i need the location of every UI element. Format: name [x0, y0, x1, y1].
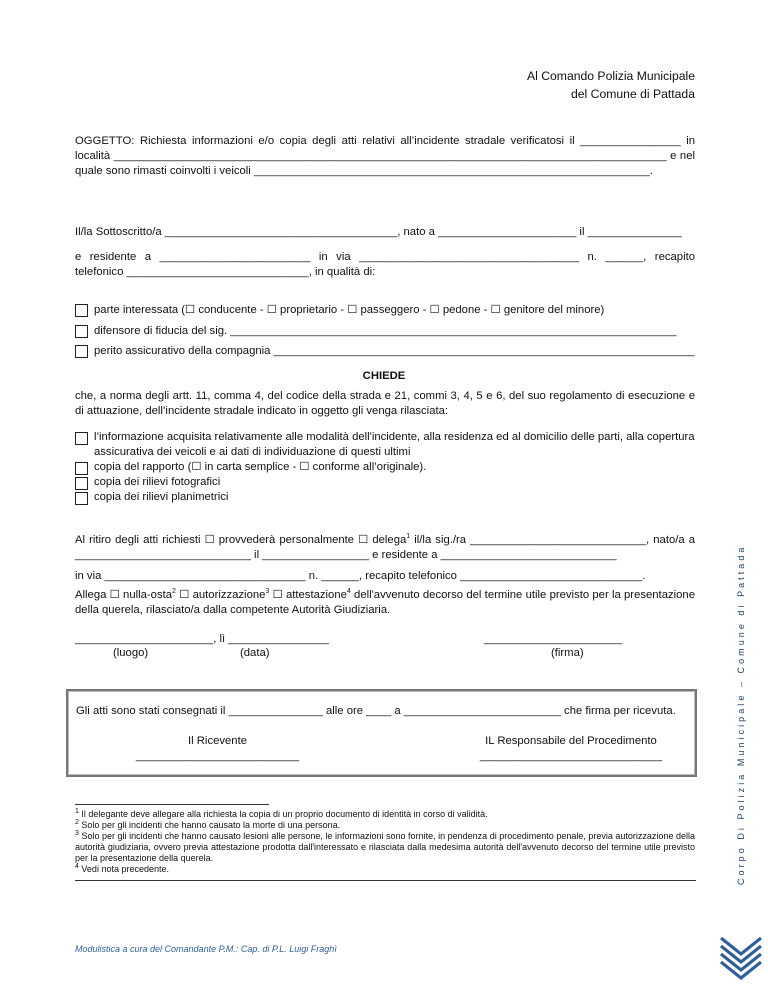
checkbox-icon[interactable]	[75, 325, 88, 338]
request-heading: CHIEDE	[362, 370, 406, 382]
pickup-text-b: il/la sig./ra ____________________________, nato/a a ____________________________ il _________________ e residente a ____________________________	[75, 534, 696, 561]
attachment-text-2: ☐ autorizzazione	[175, 589, 266, 601]
delivery-receipt-box	[66, 689, 697, 777]
checkbox-icon[interactable]	[75, 477, 88, 490]
recipient-line-2: del Comune di Pattada	[571, 87, 695, 101]
delivery-receipt-text: Gli atti sono stati consegnati il _______________ alle ore ____ a _________________________ che firma per ricevuta.	[76, 705, 676, 717]
signature-line: ______________________	[484, 633, 623, 645]
pickup-text-a: Al ritiro degli atti richiesti ☐ provvederà personalmente ☐ delega	[75, 534, 407, 546]
place-date-line: ______________________, lì ________________	[75, 633, 329, 645]
footnote-ref: 4	[346, 588, 351, 596]
footnote-text: Solo per gli incidenti che hanno causato lesioni alle persone, le informazioni sono fornite, in pendenza di procedimento penale, previa autorizzazione della autorità giudiziaria, ovvero previa attestazione prodotta dall'interessato e rilasciata dalla medesima autorità dell'avvenuto decorso del termine utile previsto per la presentazione della querela.	[75, 831, 695, 863]
responsible-signature-line: _____________________________	[479, 750, 663, 762]
footnote	[75, 820, 695, 831]
requested-documents-list	[75, 430, 695, 505]
footnote-text: Solo per gli incidenti che hanno causato la morte di una persona.	[81, 820, 341, 830]
footnote-number: 1	[75, 808, 79, 815]
footnote-ref: 3	[265, 588, 270, 596]
pickup-paragraph	[75, 533, 695, 563]
capacity-option-label: difensore di fiducia del sig. _______________________________________________________________________	[94, 325, 677, 337]
attachment-text-1: Allega ☐ nulla-osta	[75, 589, 173, 601]
footnote-separator	[75, 804, 269, 805]
capacity-option-label: perito assicurativo della compagnia ___________________________________________________________________	[94, 345, 695, 357]
signatory-line-2: e residente a ________________________ in via ___________________________________ n. ______, recapito telefonico _____________________________, in qualità di:	[75, 251, 695, 278]
pickup-address-line: in via ________________________________ n. ______, recapito telefonico _____________________________.	[75, 570, 646, 582]
capacity-option-insurance-expert[interactable]	[75, 344, 695, 359]
footnote-number: 2	[75, 819, 79, 826]
attachment-text-4: dell'avvenuto decorso del termine utile previsto per la presentazione della querela, rilasciato/a dalla competente Autorità Giudiziaria.	[75, 589, 695, 616]
signature-caption: (firma)	[551, 647, 584, 659]
document-option-report-copy[interactable]	[75, 460, 695, 475]
document-option-label: copia del rapporto (☐ in carta semplice - ☐ conforme all’originale).	[94, 461, 427, 473]
place-caption: (luogo)	[113, 647, 149, 659]
footnote	[75, 864, 695, 875]
side-vertical-text: Corpo Di Polizia Municipale – Comune di Pattada	[736, 544, 746, 885]
checkbox-icon[interactable]	[75, 345, 88, 358]
footer-credit: Modulistica a cura del Comandante P.M.: Cap. di P.L. Luigi Fraghì	[75, 944, 337, 954]
page-bottom-rule	[75, 880, 696, 881]
document-option-label: copia dei rilievi planimetrici	[94, 491, 229, 503]
footnote	[75, 809, 695, 820]
receiver-signature-line: __________________________	[135, 750, 300, 762]
document-option-information[interactable]	[75, 430, 695, 460]
footnote-ref: 2	[172, 588, 176, 596]
recipient-line-1: Al Comando Polizia Municipale	[526, 69, 695, 83]
footnote-text: Il delegante deve allegare alla richiesta la copia di un proprio documento di identità in corso di validità.	[81, 809, 488, 819]
capacity-option-defense-attorney[interactable]	[75, 324, 676, 339]
document-option-label: copia dei rilievi fotografici	[94, 476, 221, 488]
footnote-ref: 1	[406, 533, 411, 541]
footnote-text: Vedi nota precedente.	[81, 864, 169, 874]
footnote-number: 3	[75, 830, 79, 837]
date-caption: (data)	[240, 647, 270, 659]
chevron-emblem-icon	[719, 930, 763, 980]
footnote-number: 4	[75, 863, 79, 870]
responsible-label: IL Responsabile del Procedimento	[485, 735, 657, 747]
attachment-text-3: ☐ attestazione	[269, 589, 347, 601]
responsible-block	[466, 734, 676, 764]
attachment-paragraph	[75, 588, 695, 618]
checkbox-icon[interactable]	[75, 304, 88, 317]
subject-paragraph: OGGETTO: Richiesta informazioni e/o copia degli atti relativi all’incidente stradale verificatosi il ________________ in località ________________________________________________________________________________________ e nel quale sono rimasti coinvolti i veicoli _______________________________________________________________.	[75, 135, 695, 177]
signatory-line-1: Il/la Sottoscritto/a _____________________________________, nato a ______________________ il _______________	[75, 226, 682, 238]
checkbox-icon[interactable]	[75, 432, 88, 445]
footnotes	[75, 809, 695, 875]
receiver-label: Il Ricevente	[187, 735, 248, 747]
capacity-option-label: parte interessata (☐ conducente - ☐ proprietario - ☐ passeggero - ☐ pedone - ☐ genitore del minore)	[94, 304, 605, 316]
recipient-address	[527, 67, 695, 103]
request-intro: che, a norma degli artt. 11, comma 4, del codice della strada e 21, commi 3, 4, 5 e 6, del suo regolamento di esecuzione e di attuazione, dell’incidente stradale indicato in oggetto gli venga rilasciata:	[75, 390, 695, 417]
checkbox-icon[interactable]	[75, 462, 88, 475]
capacity-option-interested-party[interactable]	[75, 303, 604, 318]
document-option-label: l’informazione acquisita relativamente alle modalità dell'incidente, alla residenza ed al domicilio delle parti, alla copertura assicurativa dei veicoli e ai dati di individuazione di questi ultimi	[94, 431, 695, 458]
receiver-block	[130, 734, 305, 764]
checkbox-icon[interactable]	[75, 492, 88, 505]
document-option-plans[interactable]	[75, 490, 695, 505]
document-option-photos[interactable]	[75, 475, 695, 490]
footnote	[75, 831, 695, 864]
